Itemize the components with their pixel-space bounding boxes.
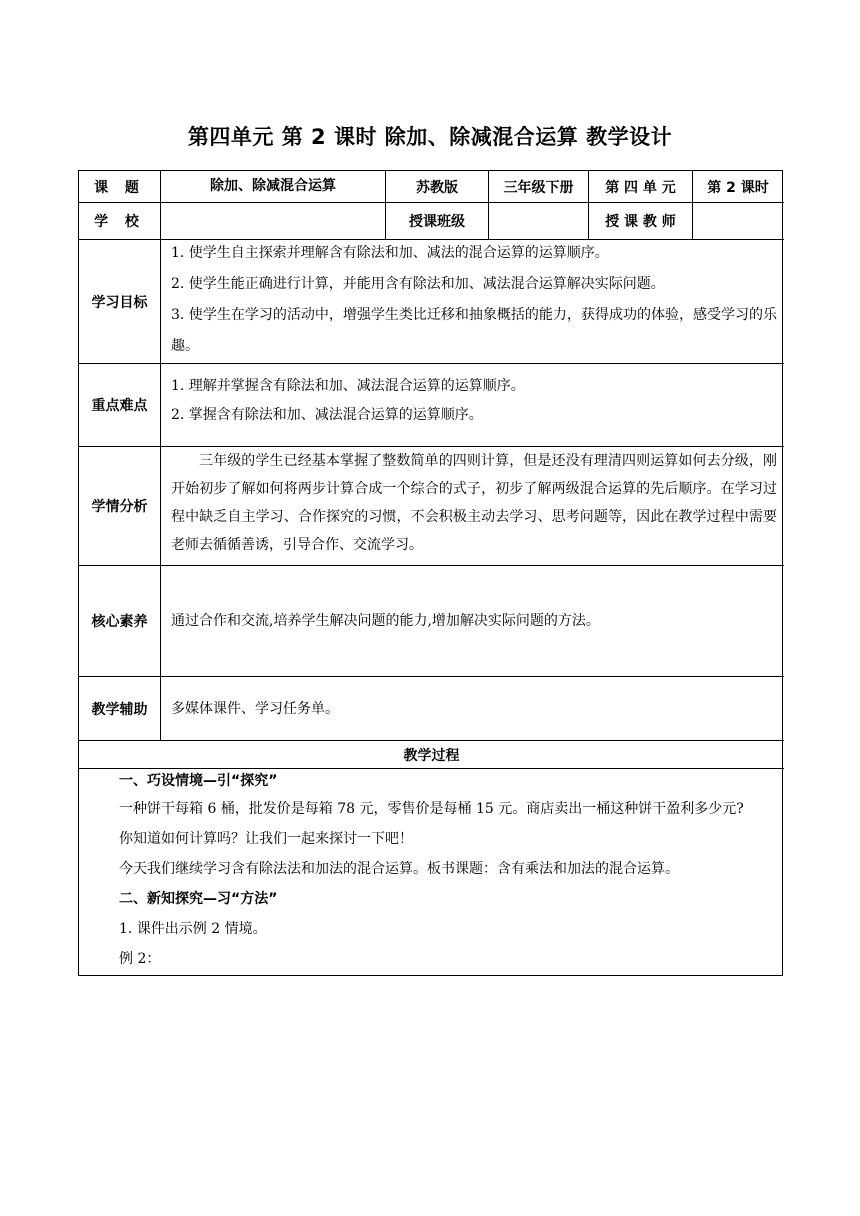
class-label: 授课班级 bbox=[409, 214, 465, 230]
section1-title: 一、巧设情境—引“探究” bbox=[119, 773, 278, 789]
section2-paragraph: 例 2： bbox=[119, 951, 161, 967]
lesson-plan-table bbox=[78, 170, 783, 976]
aids-text: 多媒体课件、学习任务单。 bbox=[171, 700, 339, 717]
unit: 第 四 单 元 bbox=[605, 179, 676, 196]
school-label: 学 校 bbox=[94, 214, 145, 230]
section1-paragraph: 一种饼干每箱 6 桶，批发价是每箱 78 元，零售价是每桶 15 元。商店卖出一桶这种饼干盈利多少元? bbox=[119, 801, 744, 817]
lesson-number: 第 2 课时 bbox=[707, 179, 769, 196]
literacy-text: 通过合作和交流,培养学生解决问题的能力,增加解决实际问题的方法。 bbox=[171, 613, 600, 629]
key-point-item: 2. 掌握含有除法和加、减法混合运算的运算顺序。 bbox=[171, 407, 483, 423]
topic-value: 除加、除减混合运算 bbox=[210, 178, 336, 194]
key-point-item: 1. 理解并掌握含有除法和加、减法混合运算的运算顺序。 bbox=[171, 378, 525, 394]
publisher: 苏教版 bbox=[416, 179, 458, 196]
objective-item: 3. 使学生在学习的活动中，增强学生类比迁移和抽象概括的能力，获得成功的体验，感受学习的乐趣。 bbox=[171, 306, 777, 354]
objectives-label: 学习目标 bbox=[91, 294, 148, 311]
section1-paragraph: 今天我们继续学习含有除法法和加法的混合运算。板书课题：含有乘法和加法的混合运算。 bbox=[119, 861, 679, 877]
section2-title: 二、新知探究—习“方法” bbox=[119, 891, 278, 907]
analysis-text: 三年级的学生已经基本掌握了整数简单的四则计算，但是还没有理清四则运算如何去分级，刚开始初步了解如何将两步计算合成一个综合的式子，初步了解两级混合运算的先后顺序。在学习过程中缺乏自主学习、合作探究的习惯，不会积极主动去学习、思考问题等，因此在教学过程中需要老师去循循善诱，引导合作、交流学习。 bbox=[171, 453, 777, 553]
analysis-label: 学情分析 bbox=[91, 499, 148, 515]
objective-item: 2. 使学生能正确进行计算，并能用含有除法和加、减法混合运算解决实际问题。 bbox=[171, 275, 665, 292]
grade: 三年级下册 bbox=[503, 179, 574, 196]
process-heading: 教学过程 bbox=[403, 747, 460, 764]
teacher-label: 授 课 教 师 bbox=[605, 214, 676, 230]
section2-paragraph: 1. 课件出示例 2 情境。 bbox=[119, 921, 267, 937]
aids-label: 教学辅助 bbox=[91, 701, 148, 718]
literacy-label: 核心素养 bbox=[91, 614, 148, 630]
page-title: 第四单元 第 2 课时 除加、除减混合运算 教学设计 bbox=[187, 125, 673, 149]
key-points-label: 重点难点 bbox=[91, 398, 148, 414]
section1-paragraph: 你知道如何计算吗？让我们一起来探讨一下吧！ bbox=[119, 831, 413, 847]
topic-label: 课 题 bbox=[94, 179, 145, 196]
objective-item: 1. 使学生自主探索并理解含有除法和加、减法的混合运算的运算顺序。 bbox=[171, 244, 609, 261]
